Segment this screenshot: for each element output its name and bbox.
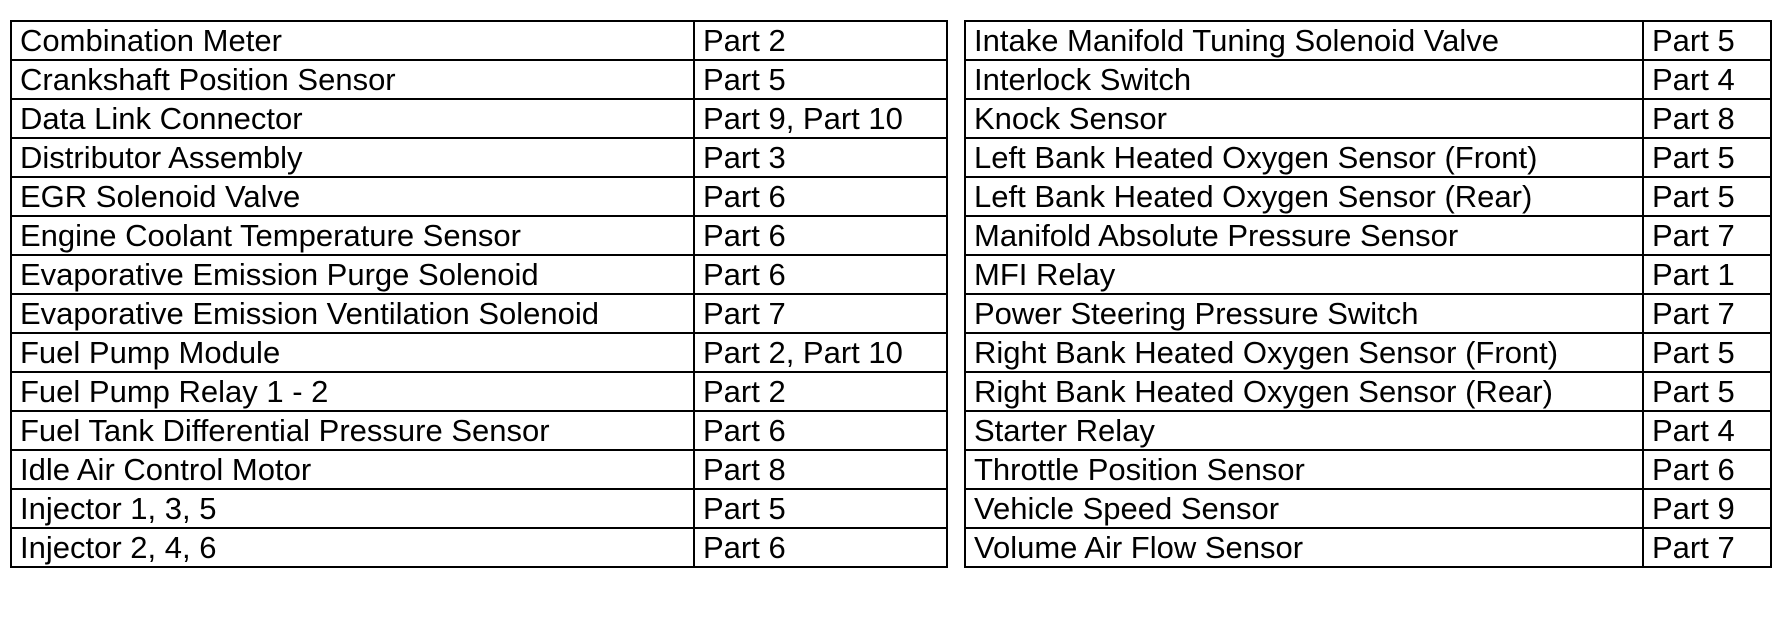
component-name-cell: Left Bank Heated Oxygen Sensor (Front) bbox=[965, 138, 1643, 177]
table-row bbox=[11, 294, 947, 333]
component-name-cell: Power Steering Pressure Switch bbox=[965, 294, 1643, 333]
table-row bbox=[11, 21, 947, 60]
part-location-cell: Part 5 bbox=[1643, 177, 1771, 216]
table-row bbox=[11, 411, 947, 450]
table-row bbox=[11, 333, 947, 372]
part-location-cell: Part 4 bbox=[1643, 60, 1771, 99]
table-row bbox=[11, 450, 947, 489]
table-row bbox=[11, 216, 947, 255]
part-location-cell: Part 3 bbox=[694, 138, 947, 177]
component-name-cell: Throttle Position Sensor bbox=[965, 450, 1643, 489]
table-row bbox=[965, 99, 1771, 138]
component-name-cell: Evaporative Emission Ventilation Solenoid bbox=[11, 294, 694, 333]
part-location-cell: Part 7 bbox=[694, 294, 947, 333]
component-name-cell: Fuel Tank Differential Pressure Sensor bbox=[11, 411, 694, 450]
table-row bbox=[965, 528, 1771, 567]
table-row bbox=[965, 21, 1771, 60]
component-name-cell: Vehicle Speed Sensor bbox=[965, 489, 1643, 528]
part-location-cell: Part 2 bbox=[694, 372, 947, 411]
part-location-cell: Part 6 bbox=[694, 216, 947, 255]
table-row bbox=[11, 489, 947, 528]
component-name-cell: Idle Air Control Motor bbox=[11, 450, 694, 489]
part-location-cell: Part 6 bbox=[694, 411, 947, 450]
part-location-cell: Part 6 bbox=[1643, 450, 1771, 489]
part-location-cell: Part 5 bbox=[1643, 138, 1771, 177]
component-index-table-right bbox=[964, 20, 1772, 568]
table-row bbox=[11, 177, 947, 216]
component-name-cell: Intake Manifold Tuning Solenoid Valve bbox=[965, 21, 1643, 60]
table-row bbox=[965, 450, 1771, 489]
table-row bbox=[965, 255, 1771, 294]
part-location-cell: Part 2, Part 10 bbox=[694, 333, 947, 372]
component-index-table-left bbox=[10, 20, 948, 568]
component-name-cell: Interlock Switch bbox=[965, 60, 1643, 99]
component-name-cell: Distributor Assembly bbox=[11, 138, 694, 177]
table-row bbox=[965, 177, 1771, 216]
component-name-cell: Engine Coolant Temperature Sensor bbox=[11, 216, 694, 255]
component-name-cell: Right Bank Heated Oxygen Sensor (Front) bbox=[965, 333, 1643, 372]
part-location-cell: Part 5 bbox=[694, 489, 947, 528]
table-row bbox=[11, 99, 947, 138]
part-location-cell: Part 9, Part 10 bbox=[694, 99, 947, 138]
table-row bbox=[965, 294, 1771, 333]
table-row bbox=[11, 138, 947, 177]
part-location-cell: Part 8 bbox=[694, 450, 947, 489]
table-row bbox=[11, 528, 947, 567]
table-row bbox=[965, 372, 1771, 411]
part-location-cell: Part 5 bbox=[1643, 21, 1771, 60]
component-name-cell: EGR Solenoid Valve bbox=[11, 177, 694, 216]
part-location-cell: Part 5 bbox=[694, 60, 947, 99]
part-location-cell: Part 5 bbox=[1643, 372, 1771, 411]
table-row bbox=[965, 333, 1771, 372]
component-name-cell: Volume Air Flow Sensor bbox=[965, 528, 1643, 567]
component-name-cell: Knock Sensor bbox=[965, 99, 1643, 138]
component-name-cell: Data Link Connector bbox=[11, 99, 694, 138]
table-row bbox=[965, 216, 1771, 255]
part-location-cell: Part 8 bbox=[1643, 99, 1771, 138]
component-name-cell: Left Bank Heated Oxygen Sensor (Rear) bbox=[965, 177, 1643, 216]
part-location-cell: Part 6 bbox=[694, 528, 947, 567]
component-name-cell: Crankshaft Position Sensor bbox=[11, 60, 694, 99]
part-location-cell: Part 5 bbox=[1643, 333, 1771, 372]
part-location-cell: Part 7 bbox=[1643, 294, 1771, 333]
table-row bbox=[11, 60, 947, 99]
component-name-cell: Injector 1, 3, 5 bbox=[11, 489, 694, 528]
table-body bbox=[965, 21, 1771, 567]
part-location-cell: Part 7 bbox=[1643, 528, 1771, 567]
component-name-cell: Combination Meter bbox=[11, 21, 694, 60]
component-name-cell: Right Bank Heated Oxygen Sensor (Rear) bbox=[965, 372, 1643, 411]
part-location-cell: Part 7 bbox=[1643, 216, 1771, 255]
table-row bbox=[965, 489, 1771, 528]
table-row bbox=[965, 138, 1771, 177]
component-name-cell: Fuel Pump Relay 1 - 2 bbox=[11, 372, 694, 411]
component-name-cell: Manifold Absolute Pressure Sensor bbox=[965, 216, 1643, 255]
table-row bbox=[11, 372, 947, 411]
component-name-cell: Starter Relay bbox=[965, 411, 1643, 450]
table-row bbox=[11, 255, 947, 294]
part-location-cell: Part 9 bbox=[1643, 489, 1771, 528]
table-row bbox=[965, 411, 1771, 450]
part-location-cell: Part 4 bbox=[1643, 411, 1771, 450]
part-location-cell: Part 1 bbox=[1643, 255, 1771, 294]
part-location-cell: Part 6 bbox=[694, 255, 947, 294]
component-name-cell: Evaporative Emission Purge Solenoid bbox=[11, 255, 694, 294]
table-row bbox=[965, 60, 1771, 99]
component-name-cell: MFI Relay bbox=[965, 255, 1643, 294]
component-name-cell: Fuel Pump Module bbox=[11, 333, 694, 372]
component-name-cell: Injector 2, 4, 6 bbox=[11, 528, 694, 567]
table-body bbox=[11, 21, 947, 567]
part-location-cell: Part 2 bbox=[694, 21, 947, 60]
part-location-cell: Part 6 bbox=[694, 177, 947, 216]
